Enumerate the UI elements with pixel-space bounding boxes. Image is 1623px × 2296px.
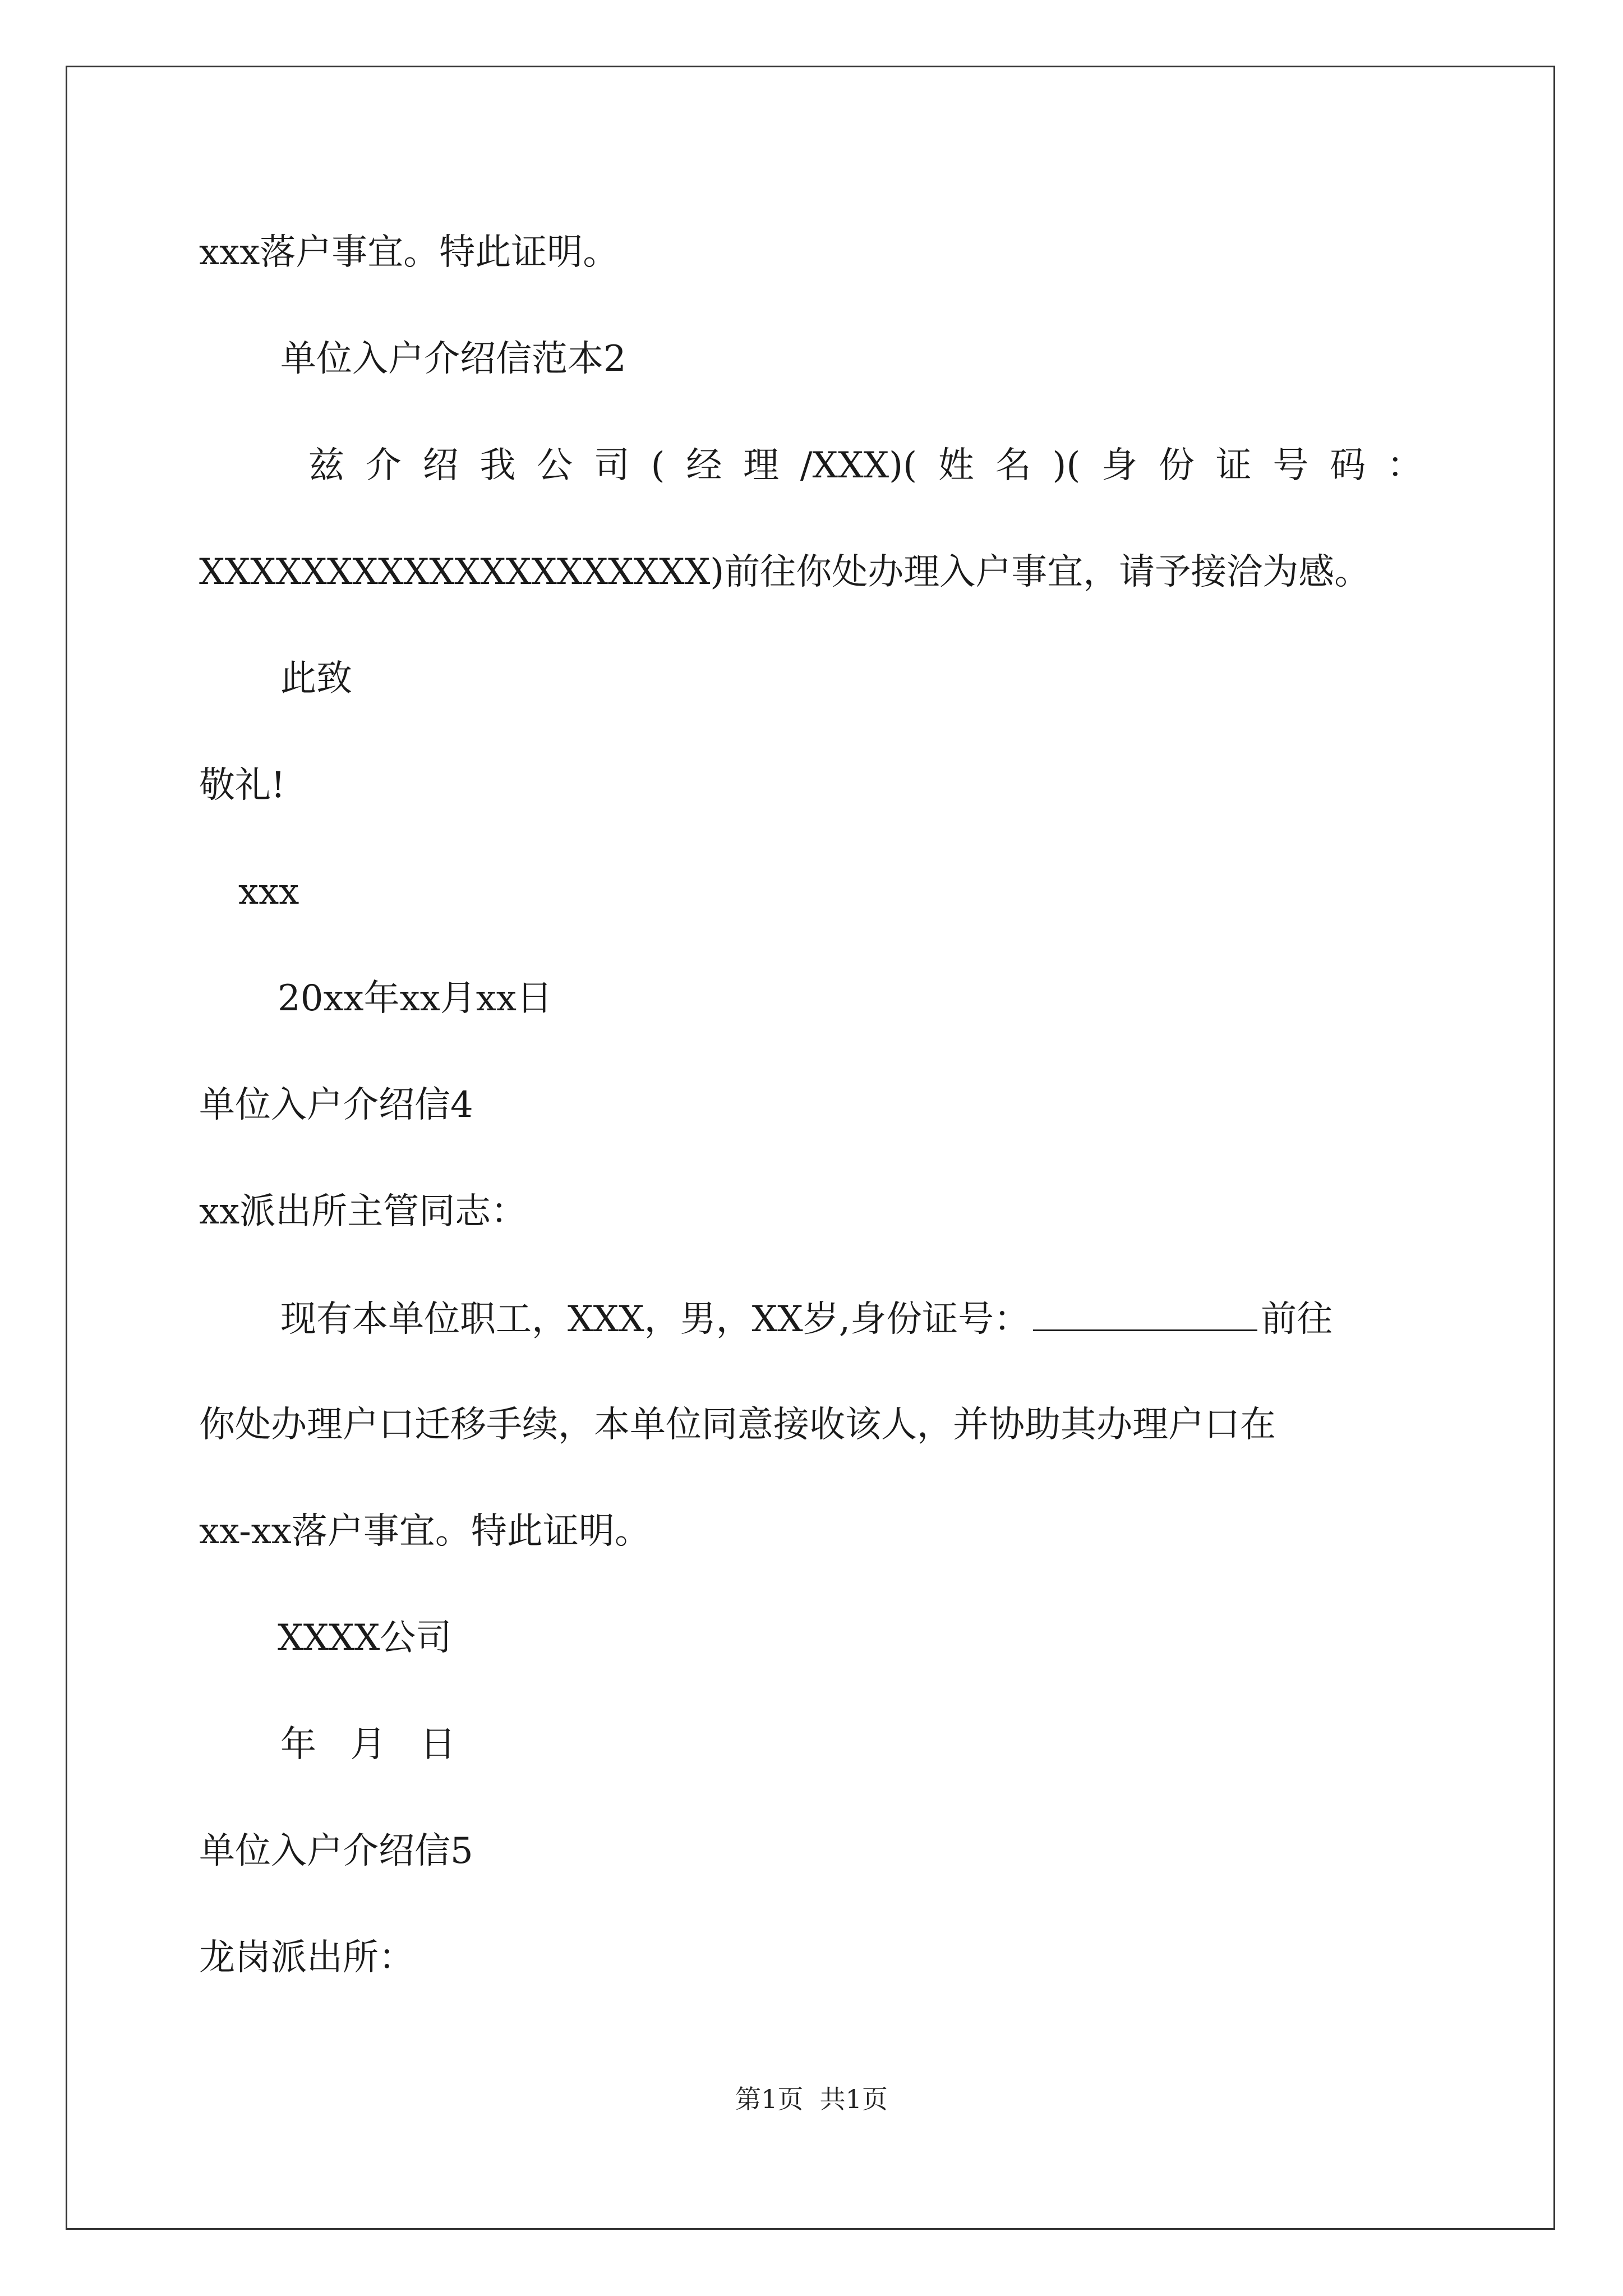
body-line-certify: xx-xx落户事宜。特此证明。 — [199, 1511, 651, 1552]
closing-salutation: 此致 — [280, 658, 352, 700]
body-line-transfer: 你处办理户口迁移手续，本单位同意接收该人，并协助其办理户口在 — [199, 1404, 1276, 1446]
signature-name: xxx — [238, 871, 299, 913]
recipient-greeting: xx派出所主管同志： — [199, 1191, 527, 1232]
body-line-id-number: XXXXXXXXXXXXXXXXXXXX)前往你处办理入户事宜，请予接洽为感。 — [199, 551, 1371, 593]
signature-date: 20xx年xx月xx日 — [278, 978, 552, 1019]
body-line-employee — [280, 1296, 1332, 1342]
date-placeholder: 年 月 日 — [280, 1724, 456, 1765]
employee-text-end: 前往 — [1261, 1299, 1333, 1340]
page-border — [66, 66, 1555, 2230]
page-footer: 第1页 共1页 — [735, 2084, 888, 2114]
section-heading-5: 单位入户介绍信5 — [199, 1830, 473, 1872]
section-heading-2: 单位入户介绍信范本2 — [280, 338, 626, 380]
id-number-blank — [1033, 1296, 1257, 1331]
body-line-1: xxx落户事宜。特此证明。 — [199, 232, 619, 273]
employee-text: 现有本单位职工，XXX，男，XX岁,身份证号： — [280, 1299, 1030, 1340]
company-signature: XXXX公司 — [278, 1617, 452, 1659]
closing-regards: 敬礼! — [199, 765, 285, 806]
body-line-intro: 兹介绍我公司(经理/XXX)(姓名)(身份证号码： — [308, 445, 1423, 486]
section-heading-4: 单位入户介绍信4 — [199, 1084, 473, 1126]
recipient-police-station: 龙岗派出所： — [199, 1937, 414, 1978]
